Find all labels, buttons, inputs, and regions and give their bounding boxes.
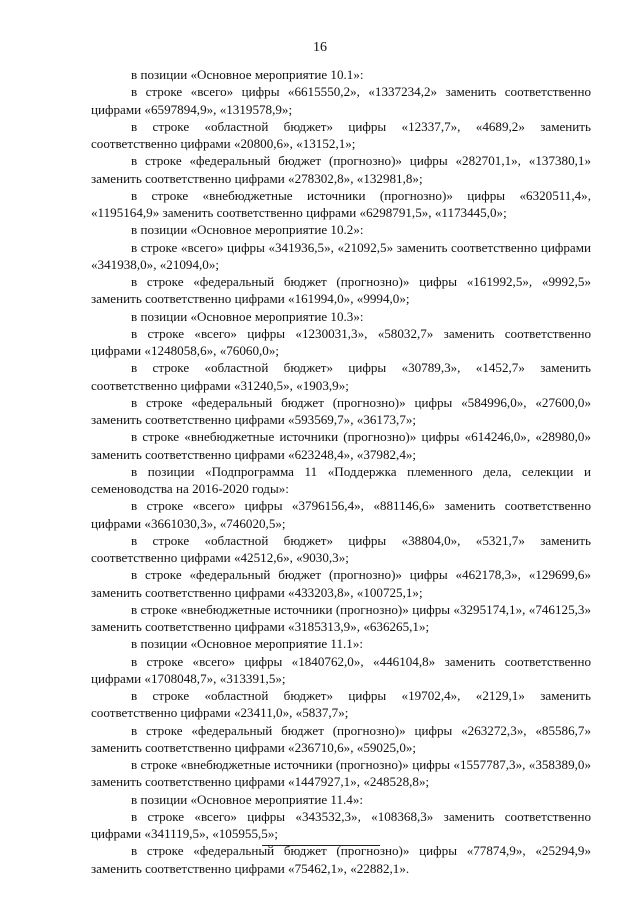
paragraph: в позиции «Основное мероприятие 10.3»:	[131, 308, 364, 324]
paragraph: в строке «всего» цифры «3796156,4», «881146,6» заменить соответственно цифрами «3661030,3», «746020,5»;	[91, 498, 591, 531]
paragraph: в строке «всего» цифры «341936,5», «21092,5» заменить соответственно цифрами «341938,0», «21094,0»;	[91, 239, 591, 272]
page-number: 16	[313, 40, 327, 55]
footer-divider	[262, 845, 380, 846]
paragraph: в строке «внебюджетные источники (прогнозно)» цифры «3295174,1», «746125,3» заменить соответственно цифрами «3185313,9», «636265,1»;	[91, 601, 591, 634]
paragraph: в строке «федеральный бюджет (прогнозно)» цифры «282701,1», «137380,1» заменить соответственно цифрами «278302,8», «132981,8»;	[91, 153, 591, 186]
paragraph: в позиции «Подпрограмма 11 «Поддержка племенного дела, селекции и семеноводства на 2016-2020 годы»:	[91, 463, 591, 496]
paragraph: в строке «всего» цифры «1230031,3», «58032,7» заменить соответственно цифрами «1248058,6», «76060,0»;	[91, 325, 591, 358]
paragraph: в строке «всего» цифры «343532,3», «108368,3» заменить соответственно цифрами «341119,5», «105955,5»;	[91, 808, 591, 841]
paragraph: в строке «федеральный бюджет (прогнозно)» цифры «77874,9», «25294,9» заменить соответственно цифрами «75462,1», «22882,1».	[91, 843, 591, 876]
paragraph: в строке «областной бюджет» цифры «38804,0», «5321,7» заменить соответственно цифрами «42512,6», «9030,3»;	[91, 532, 591, 565]
paragraph: в строке «внебюджетные источники (прогнозно)» цифры «1557787,3», «358389,0» заменить соответственно цифрами «1447927,1», «248528,8»;	[91, 757, 591, 790]
paragraph: в строке «федеральный бюджет (прогнозно)» цифры «263272,3», «85586,7» заменить соответственно цифрами «236710,6», «59025,0»;	[91, 722, 591, 755]
paragraph: в позиции «Основное мероприятие 11.4»:	[131, 791, 364, 807]
document-body	[91, 66, 591, 877]
paragraph: в строке «всего» цифры «6615550,2», «1337234,2» заменить соответственно цифрами «6597894,9», «1319578,9»;	[91, 84, 591, 117]
paragraph: в строке «всего» цифры «1840762,0», «446104,8» заменить соответственно цифрами «1708048,7», «313391,5»;	[91, 653, 591, 686]
paragraph: в строке «областной бюджет» цифры «30789,3», «1452,7» заменить соответственно цифрами «31240,5», «1903,9»;	[91, 360, 591, 393]
paragraph: в строке «внебюджетные источники (прогнозно)» цифры «614246,0», «28980,0» заменить соответственно цифрами «623248,4», «37982,4»;	[91, 429, 591, 462]
paragraph: в позиции «Основное мероприятие 11.1»:	[131, 636, 364, 652]
paragraph: в позиции «Основное мероприятие 10.1»:	[131, 67, 364, 82]
paragraph: в строке «федеральный бюджет (прогнозно)» цифры «161992,5», «9992,5» заменить соответственно цифрами «161994,0», «9994,0»;	[91, 274, 591, 307]
paragraph: в строке «областной бюджет» цифры «19702,4», «2129,1» заменить соответственно цифрами «23411,0», «5837,7»;	[91, 688, 591, 721]
paragraph: в строке «внебюджетные источники (прогнозно)» цифры «6320511,4», «1195164,9» заменить соответственно цифрами «6298791,5», «1173445,0»;	[91, 187, 591, 220]
paragraph: в строке «федеральный бюджет (прогнозно)» цифры «462178,3», «129699,6» заменить соответственно цифрами «433203,8», «100725,1»;	[91, 567, 591, 600]
paragraph: в строке «областной бюджет» цифры «12337,7», «4689,2» заменить соответственно цифрами «20800,6», «13152,1»;	[91, 118, 591, 151]
paragraph: в строке «федеральный бюджет (прогнозно)» цифры «584996,0», «27600,0» заменить соответственно цифрами «593569,7», «36173,7»;	[91, 394, 591, 427]
paragraph: в позиции «Основное мероприятие 10.2»:	[131, 222, 364, 238]
